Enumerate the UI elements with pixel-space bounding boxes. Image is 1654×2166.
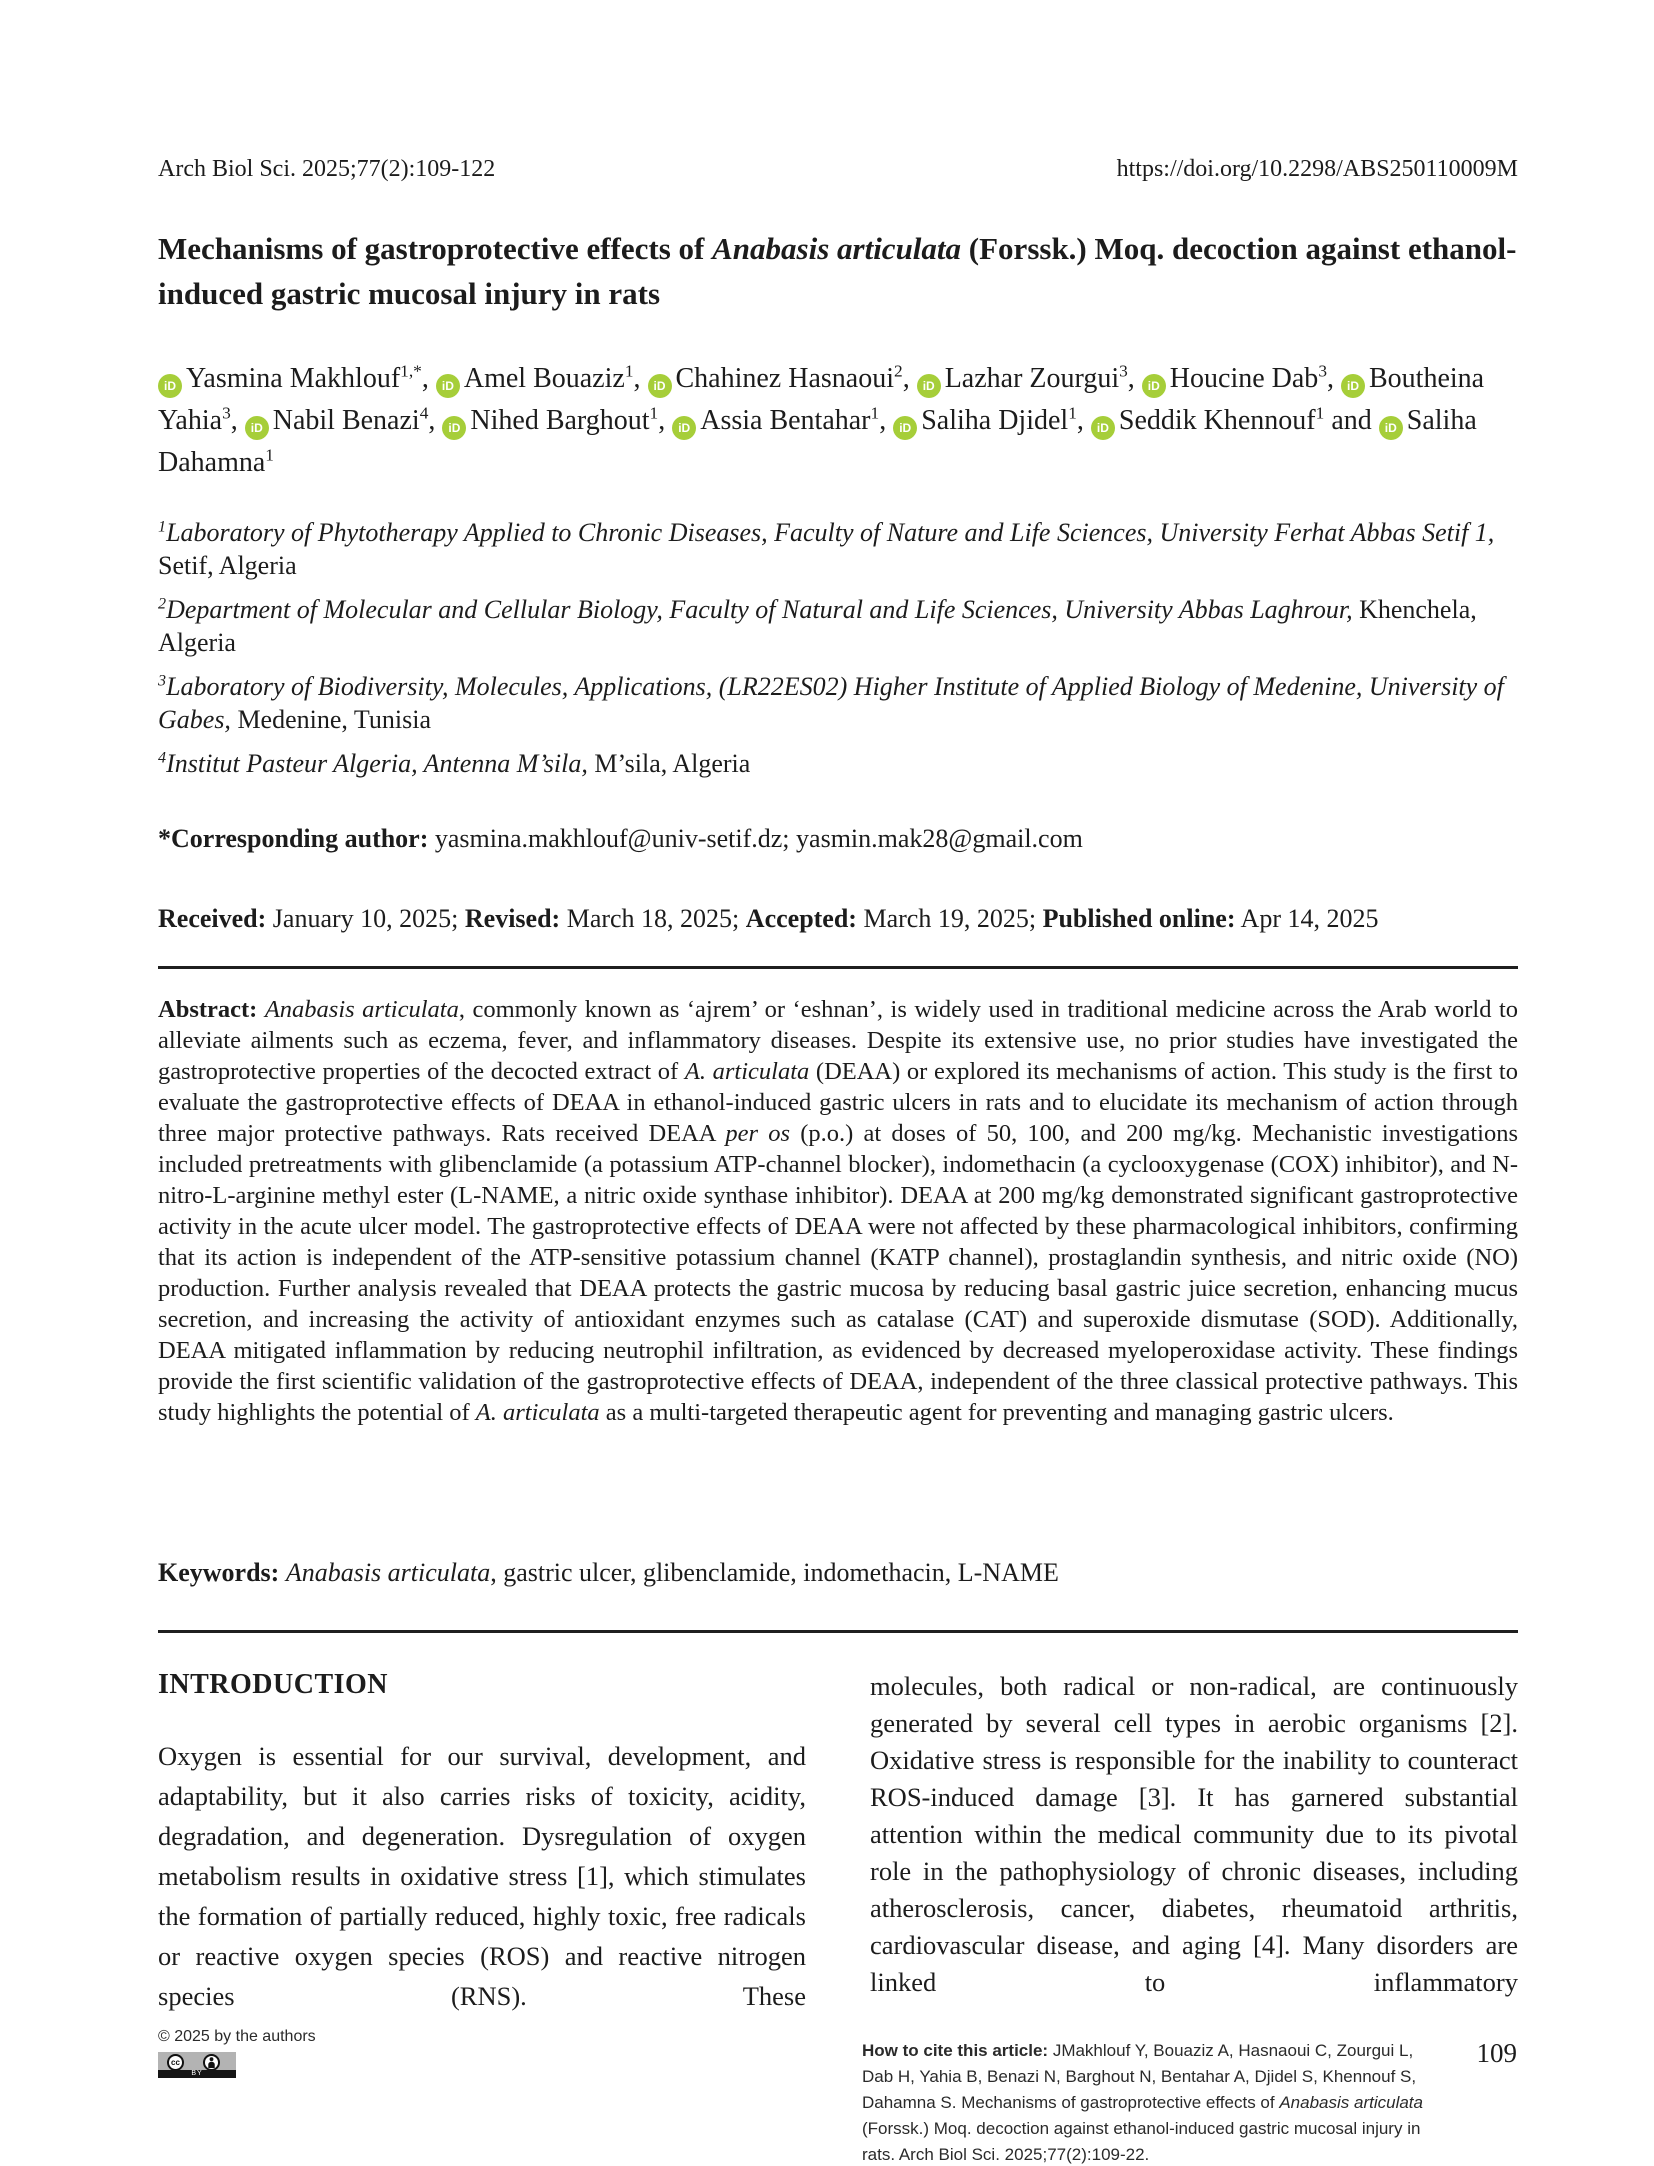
- divider-top: [158, 966, 1518, 969]
- affiliation: $^4$Institut Pasteur Algeria, Antenna M’sila, M’sila, Algeria: [158, 749, 751, 778]
- orcid-icon[interactable]: iD: [648, 374, 672, 398]
- keywords: Keywords: Anabasis articulata, gastric ulcer, glibenclamide, indomethacin, L-NAME: [158, 1558, 1059, 1587]
- affiliation: $^2$Department of Molecular and Cellular Biology, Faculty of Natural and Life Sciences, University Abbas Laghrour, Khenchela, Algeria: [158, 595, 1477, 657]
- citation-note: How to cite this article: JMakhlouf Y, Bouaziz A, Hasnaoui C, Zourgui L, Dab H, Yahia B, Benazi N, Barghout N, Bentahar A, Djidel S, Khennouf S, Dahamna S. Mechanisms of gastroprotective effects of Anabasis articulata (Forssk.) Moq. decoction against ethanol-induced gastric mucosal injury in rats. Arch Biol Sci. 2025;77(2):109-22.: [862, 2041, 1423, 2164]
- intro-right-column: [870, 1668, 1518, 2016]
- orcid-icon[interactable]: iD: [245, 416, 269, 440]
- date-label: Accepted:: [745, 904, 857, 933]
- author-name: Boutheina Yahia: [158, 363, 1485, 436]
- author-name: Amel Bouaziz: [463, 363, 625, 394]
- orcid-icon[interactable]: iD: [436, 374, 460, 398]
- doi-link[interactable]: https://doi.org/10.2298/ABS250110009M: [1116, 156, 1518, 182]
- author-name: Saliha Djidel: [921, 405, 1069, 436]
- copyright-text: © 2025 by the authors: [158, 2028, 316, 2045]
- person-icon: [203, 2054, 220, 2071]
- orcid-icon[interactable]: iD: [1091, 416, 1115, 440]
- cc-icon: cc: [167, 2054, 184, 2071]
- article-dates: Received: January 10, 2025; Revised: March 18, 2025; Accepted: March 19, 2025; Published online: Apr 14, 2025: [158, 904, 1379, 933]
- author-name: Yasmina Makhlouf: [186, 363, 401, 394]
- affiliation-list: [158, 516, 1518, 791]
- affiliation: $^1$Laboratory of Phytotherapy Applied to Chronic Diseases, Faculty of Nature and Life Sciences, University Ferhat Abbas Setif 1, Setif, Algeria: [158, 518, 1495, 580]
- author-name: Seddik Khennouf: [1118, 405, 1316, 436]
- copyright-block: [158, 2028, 316, 2078]
- author-name: Houcine Dab: [1169, 363, 1319, 394]
- introduction-section: [158, 1668, 1518, 2016]
- author-name: Lazhar Zourgui: [944, 363, 1120, 394]
- orcid-icon[interactable]: iD: [1142, 374, 1166, 398]
- orcid-icon[interactable]: iD: [893, 416, 917, 440]
- page-header: [158, 156, 1518, 183]
- orcid-icon[interactable]: iD: [917, 374, 941, 398]
- date-label: Revised:: [464, 904, 561, 933]
- article-title: Mechanisms of gastroprotective effects of Anabasis articulata (Forssk.) Moq. decoction against ethanol-induced gastric mucosal injury in rats: [158, 231, 1517, 311]
- date-label: Received:: [158, 904, 267, 933]
- author-name: Nabil Benazi: [272, 405, 420, 436]
- orcid-icon[interactable]: iD: [672, 416, 696, 440]
- intro-left-column: [158, 1668, 806, 2016]
- date-label: Published online:: [1042, 904, 1236, 933]
- orcid-icon[interactable]: iD: [158, 374, 182, 398]
- page-number: 109: [1476, 2038, 1517, 2068]
- cc-by-label: BY: [158, 2070, 236, 2078]
- intro-paragraph-right: molecules, both radical or non-radical, are continuously generated by several cell types in aerobic organisms [2]. Oxidative stress is responsible for the inability to counteract ROS-induced damage [3]. It has garnered substantial attention within the medical community due to its pivotal role in the pathophysiology of chronic diseases, including atherosclerosis, cancer, diabetes, rheumatoid arthritis, cardiovascular disease, and aging [4]. Many disorders are linked to inflammatory: [870, 1671, 1518, 1997]
- author-list: iD Yasmina Makhlouf$^{1,*}$, iD Amel Bouaziz$^1$, iD Chahinez Hasnaoui$^2$, iD Lazhar Zourgui$^3$, iD Houcine Dab$^3$, iD Boutheina Yahia$^3$, iD Nabil Benazi$^4$, iD Nihed Barghout$^1$, iD Assia Bentahar$^1$, iD Saliha Djidel$^1$, iD Seddik Khennouf$^1$ and iD Saliha Dahamna$^1$: [158, 361, 1485, 478]
- introduction-heading: INTRODUCTION: [158, 1669, 389, 1700]
- divider-bottom: [158, 1630, 1518, 1633]
- orcid-icon[interactable]: iD: [442, 416, 466, 440]
- orcid-icon[interactable]: iD: [1379, 416, 1403, 440]
- author-name: Assia Bentahar: [700, 405, 871, 436]
- author-name: Saliha Dahamna: [158, 405, 1477, 478]
- abstract: Abstract: Anabasis articulata, commonly known as ‘ajrem’ or ‘eshnan’, is widely used in traditional medicine across the Arab world to alleviate ailments such as eczema, fever, and inflammatory diseases. Despite its extensive use, no prior studies have investigated the gastroprotective properties of the decocted extract of A. articulata (DEAA) or explored its mechanisms of action. This study is the first to evaluate the gastroprotective effects of DEAA in ethanol-induced gastric ulcers in rats and to elucidate its mechanism of action through three major protective pathways. Rats received DEAA per os (p.o.) at doses of 50, 100, and 200 mg/kg. Mechanistic investigations included pretreatments with glibenclamide (a potassium ATP-channel blocker), indomethacin (a cyclooxygenase (COX) inhibitor), and N-nitro-L-arginine methyl ester (L-NAME, a nitric oxide synthase inhibitor). DEAA at 200 mg/kg demonstrated significant gastroprotective activity in the acute ulcer model. The gastroprotective effects of DEAA were not affected by these pharmacological inhibitors, confirming that its action is independent of the ATP-sensitive potassium channel (KATP channel), prostaglandin synthesis, and nitric oxide (NO) production. Further analysis revealed that DEAA protects the gastric mucosa by reducing basal gastric juice secretion, enhancing mucus secretion, and increasing the activity of antioxidant enzymes such as catalase (CAT) and superoxide dismutase (SOD). Additionally, DEAA mitigated inflammation by reducing neutrophil infiltration, as evidenced by decreased myeloperoxidase activity. These findings provide the first scientific validation of the gastroprotective effects of DEAA, independent of the three classical protective pathways. This study highlights the potential of A. articulata as a multi-targeted therapeutic agent for preventing and managing gastric ulcers.: [158, 996, 1519, 1426]
- author-name: Chahinez Hasnaoui: [675, 363, 894, 394]
- author-name: Nihed Barghout: [470, 405, 650, 436]
- corresponding-author: *Corresponding author: yasmina.makhlouf@univ-setif.dz; yasmin.mak28@gmail.com: [158, 824, 1083, 853]
- orcid-icon[interactable]: iD: [1341, 374, 1365, 398]
- cc-by-license-badge[interactable]: [158, 2052, 236, 2078]
- journal-reference: Arch Biol Sci. 2025;77(2):109-122: [158, 156, 496, 182]
- affiliation: $^3$Laboratory of Biodiversity, Molecules, Applications, (LR22ES02) Higher Institute of Applied Biology of Medenine, University of Gabes, Medenine, Tunisia: [158, 672, 1504, 734]
- intro-paragraph-left: Oxygen is essential for our survival, development, and adaptability, but it also carries risks of toxicity, acidity, degradation, and degeneration. Dysregulation of oxygen metabolism results in oxidative stress [1], which stimulates the formation of partially reduced, highly toxic, free radicals or reactive oxygen species (ROS) and reactive nitrogen species (RNS). These: [158, 1741, 806, 2011]
